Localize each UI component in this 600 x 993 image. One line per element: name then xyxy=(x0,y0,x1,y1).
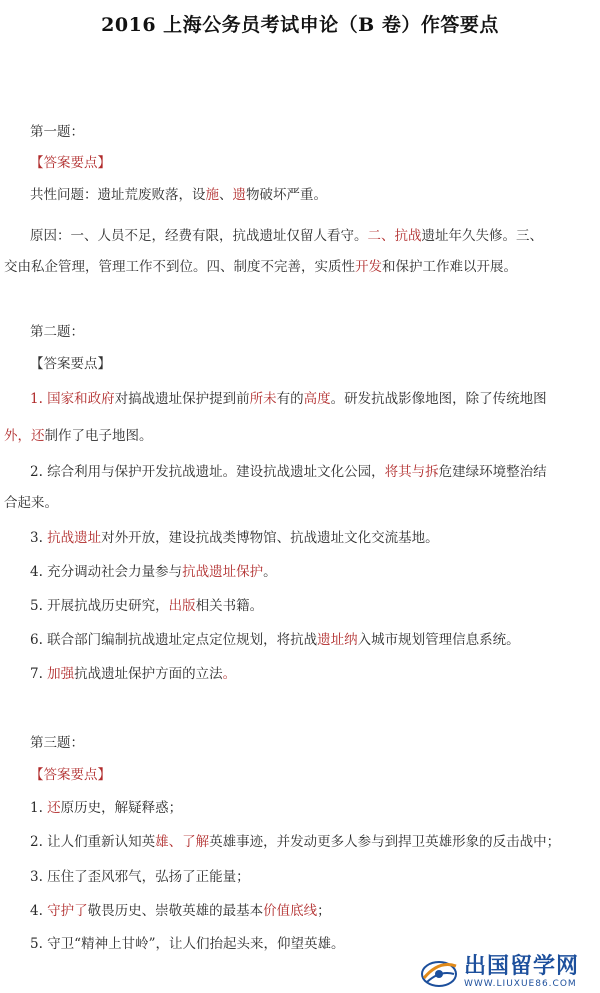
text-segment: 2. 综合利用与保护开发抗战遗址。建设抗战遗址文化公园， xyxy=(30,464,385,480)
text-segment: 共性问题：遗址荒废败落，设 xyxy=(30,187,206,203)
highlighted-text: 出版 xyxy=(168,598,196,614)
q2-line-4 xyxy=(4,493,594,513)
q3-answer-tag: 【答案要点】 xyxy=(30,767,111,783)
highlighted-text: 所未 xyxy=(249,391,277,407)
q3-line-5 xyxy=(30,934,594,954)
text-segment: 5. 守卫“精神上甘岭”，让人们抬起头来，仰望英雄。 xyxy=(30,936,345,952)
text-segment: 和保护工作难以开展。 xyxy=(382,259,517,275)
highlighted-text: 遗址纳 xyxy=(317,632,358,648)
text-segment: 合起来。 xyxy=(4,495,58,511)
text-segment: 遗址年久失修。三、 xyxy=(421,228,543,244)
text-segment: 物破坏严重。 xyxy=(246,187,327,203)
q2-line-1 xyxy=(30,389,594,409)
q1-answer-tag: 【答案要点】 xyxy=(30,155,111,171)
text-segment: 英雄事迹，并发动更多人参与到捍卫英雄形象的反击战中； xyxy=(209,834,561,850)
text-segment: 危建绿环境整治结 xyxy=(438,464,547,480)
text-segment: 原历史，解疑释惑； xyxy=(60,800,183,816)
site-logo xyxy=(418,955,596,989)
text-segment: 4. xyxy=(30,903,48,919)
q2-answer-tag: 【答案要点】 xyxy=(30,356,111,372)
q2-line-7 xyxy=(30,596,594,616)
highlighted-text: 抗战遗址 xyxy=(47,530,102,546)
q2-label: 第二题： xyxy=(30,324,84,340)
logo-url-text: WWW.LIUXUE86.COM xyxy=(464,978,577,989)
highlighted-text: 1. 国家和政府 xyxy=(30,391,115,407)
text-segment: 1. xyxy=(30,800,48,816)
highlighted-text: 抗战遗址保护 xyxy=(182,564,264,580)
q1-label: 第一题： xyxy=(30,124,84,140)
text-segment: 工作不到位。四、制度不完善，实质性 xyxy=(125,259,355,275)
highlighted-text: 二、抗战 xyxy=(367,228,422,244)
q2-line-8 xyxy=(30,630,594,650)
highlighted-text: 加强 xyxy=(47,666,75,682)
highlighted-text: 外，还 xyxy=(4,428,45,444)
text-segment: 对搞战遗址保护提到前 xyxy=(114,391,250,407)
text-segment: 原因：一、人员不足，经费有限，抗战遗址仅留人看守。 xyxy=(30,228,368,244)
q2-line-6 xyxy=(30,562,594,582)
q1-line-1 xyxy=(30,185,594,205)
text-segment: 交由私企管理，管理 xyxy=(4,259,126,275)
highlighted-text: 高度 xyxy=(303,391,331,407)
q1-line-2 xyxy=(30,226,594,246)
highlighted-text: 施 xyxy=(205,187,219,203)
text-segment: 3. 压住了歪风邪气，弘扬了正能量； xyxy=(30,869,250,885)
highlighted-text: 开发 xyxy=(355,259,382,275)
q2-line-2 xyxy=(4,426,594,446)
text-segment: 有的 xyxy=(276,391,304,407)
globe-logo-icon xyxy=(418,956,460,988)
q2-line-5 xyxy=(30,528,594,548)
text-segment: 、 xyxy=(219,187,233,203)
q3-line-4 xyxy=(30,901,594,921)
q1-line-3 xyxy=(4,257,594,277)
highlighted-text: 将其与拆 xyxy=(384,464,439,480)
text-segment: 入城市规划管理信息系统。 xyxy=(357,632,520,648)
text-segment: 对外开放，建设抗战类博物馆、抗战遗址文化交流基地。 xyxy=(101,530,439,546)
highlighted-text: 守护了 xyxy=(47,903,88,919)
text-segment: 。 xyxy=(263,564,277,580)
text-segment: 4. 充分调动社会力量参与 xyxy=(30,564,183,580)
q3-line-1 xyxy=(30,798,594,818)
highlighted-text: 雄、了解 xyxy=(155,834,210,850)
q3-label: 第三题： xyxy=(30,735,84,751)
q2-line-9 xyxy=(30,664,594,684)
text-segment: 。研发抗战影像地图，除了传统地图 xyxy=(330,391,547,407)
text-segment: 2. 让人们重新认知英 xyxy=(30,834,156,850)
text-segment: 3. xyxy=(30,530,48,546)
q2-line-3 xyxy=(30,462,594,482)
logo-chinese-text: 出国留学网 xyxy=(464,953,580,979)
text-segment: 抗战遗址保护方面的立法 xyxy=(74,666,223,682)
highlighted-text: 遗 xyxy=(232,187,246,203)
text-segment: 6. 联合部门编制抗战遗址定点定位规划，将抗战 xyxy=(30,632,318,648)
highlighted-text: 还 xyxy=(47,800,61,816)
q3-line-3 xyxy=(30,867,594,887)
q3-line-2 xyxy=(30,832,594,852)
text-segment: 5. 开展抗战历史研究， xyxy=(30,598,169,614)
page-title: 2016 上海公务员考试申论（B 卷）作答要点 xyxy=(101,14,499,36)
text-segment: 敬畏历史、崇敬英雄的最基本 xyxy=(87,903,264,919)
text-segment: 制作了电子地图。 xyxy=(44,428,153,444)
text-segment: 相关书籍。 xyxy=(195,598,264,614)
highlighted-text: 价值底线 xyxy=(263,903,318,919)
text-segment: 7. xyxy=(30,666,48,682)
highlighted-text: 。 xyxy=(222,666,237,682)
text-segment: ； xyxy=(317,903,331,919)
